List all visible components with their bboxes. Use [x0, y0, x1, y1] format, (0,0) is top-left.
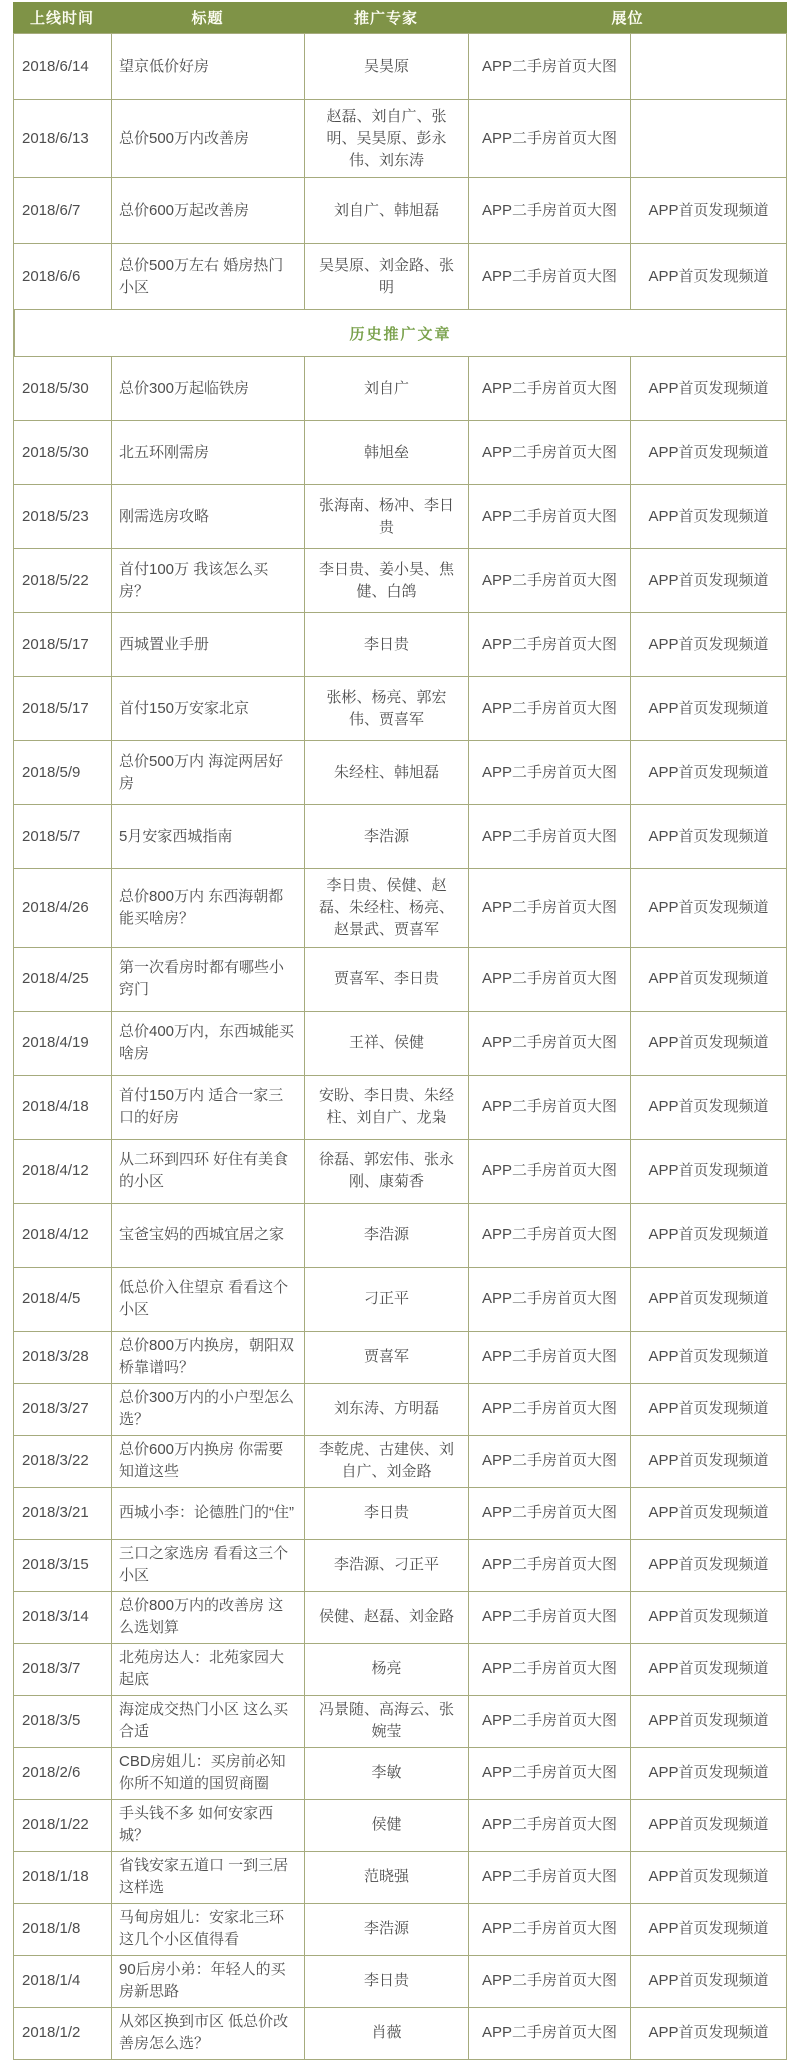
booth-secondary: APP首页发现频道 [631, 1956, 787, 2008]
article-title: 首付100万 我该怎么买房？ [112, 549, 305, 613]
article-title: 5月安家西城指南 [112, 805, 305, 869]
table-row [14, 2008, 787, 2060]
booth-primary: APP二手房首页大图 [469, 549, 631, 613]
booth-secondary: APP首页发现频道 [631, 1268, 787, 1332]
expert-names: 肖薇 [305, 2008, 469, 2060]
history-divider-label: 历史推广文章 [349, 325, 452, 343]
table-row [14, 869, 787, 947]
booth-primary: APP二手房首页大图 [469, 1012, 631, 1076]
booth-primary: APP二手房首页大图 [469, 34, 631, 100]
publish-date: 2018/4/12 [14, 1204, 112, 1268]
booth-primary: APP二手房首页大图 [469, 1956, 631, 2008]
booth-primary: APP二手房首页大图 [469, 1332, 631, 1384]
publish-date: 2018/5/22 [14, 549, 112, 613]
article-title: 北苑房达人：北苑家园大起底 [112, 1644, 305, 1696]
expert-names: 赵磊、刘自广、张明、吴昊原、彭永伟、刘东涛 [305, 100, 469, 178]
publish-date: 2018/4/12 [14, 1140, 112, 1204]
publish-date: 2018/1/8 [14, 1904, 112, 1956]
booth-primary: APP二手房首页大图 [469, 1748, 631, 1800]
table-row [14, 1268, 787, 1332]
table-row [14, 1644, 787, 1696]
table-row [14, 1436, 787, 1488]
booth-secondary: APP首页发现频道 [631, 1852, 787, 1904]
booth-primary: APP二手房首页大图 [469, 1852, 631, 1904]
article-title: 西城置业手册 [112, 613, 305, 677]
publish-date: 2018/4/19 [14, 1012, 112, 1076]
booth-secondary: APP首页发现频道 [631, 485, 787, 549]
table-row [14, 1140, 787, 1204]
booth-secondary [631, 100, 787, 178]
expert-names: 李日贵、侯健、赵磊、朱经柱、杨亮、赵景武、贾喜军 [305, 869, 469, 947]
expert-names: 刘东涛、方明磊 [305, 1384, 469, 1436]
publish-date: 2018/4/26 [14, 869, 112, 947]
expert-names: 范晓强 [305, 1852, 469, 1904]
article-title: 总价500万内改善房 [112, 100, 305, 178]
article-title: CBD房姐儿：买房前必知 你所不知道的国贸商圈 [112, 1748, 305, 1800]
table-row [14, 1904, 787, 1956]
publish-date: 2018/3/28 [14, 1332, 112, 1384]
table-row [14, 1488, 787, 1540]
booth-secondary: APP首页发现频道 [631, 1204, 787, 1268]
booth-secondary: APP首页发现频道 [631, 1332, 787, 1384]
booth-primary: APP二手房首页大图 [469, 805, 631, 869]
booth-secondary: APP首页发现频道 [631, 1012, 787, 1076]
booth-secondary: APP首页发现频道 [631, 1592, 787, 1644]
table-row [14, 485, 787, 549]
expert-names: 贾喜军、李日贵 [305, 948, 469, 1012]
expert-names: 李敏 [305, 1748, 469, 1800]
publish-date: 2018/5/30 [14, 421, 112, 485]
publish-date: 2018/6/7 [14, 178, 112, 244]
expert-names: 杨亮 [305, 1644, 469, 1696]
expert-names: 韩旭垒 [305, 421, 469, 485]
booth-secondary: APP首页发现频道 [631, 421, 787, 485]
table-row [14, 178, 787, 244]
expert-names: 李浩源 [305, 805, 469, 869]
publish-date: 2018/6/6 [14, 244, 112, 310]
booth-secondary: APP首页发现频道 [631, 869, 787, 947]
table-row [14, 100, 787, 178]
expert-names: 吴昊原 [305, 34, 469, 100]
table-body [13, 33, 787, 2060]
publish-date: 2018/2/6 [14, 1748, 112, 1800]
current-articles-section [14, 34, 787, 310]
publish-date: 2018/3/14 [14, 1592, 112, 1644]
publish-date: 2018/3/21 [14, 1488, 112, 1540]
booth-primary: APP二手房首页大图 [469, 1800, 631, 1852]
booth-secondary: APP首页发现频道 [631, 1696, 787, 1748]
table-row [14, 805, 787, 869]
article-title: 省钱安家五道口 一到三居这样选 [112, 1852, 305, 1904]
table-row [14, 549, 787, 613]
booth-primary: APP二手房首页大图 [469, 100, 631, 178]
expert-names: 张海南、杨冲、李日贵 [305, 485, 469, 549]
article-title: 总价800万内换房，朝阳双桥靠谱吗？ [112, 1332, 305, 1384]
table-row [14, 1800, 787, 1852]
publish-date: 2018/1/22 [14, 1800, 112, 1852]
publish-date: 2018/1/4 [14, 1956, 112, 2008]
publish-date: 2018/3/27 [14, 1384, 112, 1436]
booth-secondary: APP首页发现频道 [631, 1540, 787, 1592]
table-row [14, 1696, 787, 1748]
article-title: 总价500万内 海淀两居好房 [112, 741, 305, 805]
table-row [14, 613, 787, 677]
article-title: 从二环到四环 好住有美食的小区 [112, 1140, 305, 1204]
booth-secondary: APP首页发现频道 [631, 1488, 787, 1540]
publish-date: 2018/1/2 [14, 2008, 112, 2060]
expert-names: 李乾虎、古建侠、刘自广、刘金路 [305, 1436, 469, 1488]
article-title: 总价600万内换房 你需要知道这些 [112, 1436, 305, 1488]
booth-primary: APP二手房首页大图 [469, 421, 631, 485]
booth-secondary: APP首页发现频道 [631, 1644, 787, 1696]
booth-primary: APP二手房首页大图 [469, 357, 631, 421]
table-row [14, 1592, 787, 1644]
article-title: 手头钱不多 如何安家西城？ [112, 1800, 305, 1852]
booth-primary: APP二手房首页大图 [469, 2008, 631, 2060]
booth-primary: APP二手房首页大图 [469, 1644, 631, 1696]
publish-date: 2018/5/17 [14, 613, 112, 677]
publish-date: 2018/6/13 [14, 100, 112, 178]
article-title: 刚需选房攻略 [112, 485, 305, 549]
article-title: 三口之家选房 看看这三个小区 [112, 1540, 305, 1592]
table-header-row [13, 2, 787, 33]
table-row [14, 1540, 787, 1592]
publish-date: 2018/3/5 [14, 1696, 112, 1748]
booth-primary: APP二手房首页大图 [469, 178, 631, 244]
publish-date: 2018/4/5 [14, 1268, 112, 1332]
table-row [14, 244, 787, 310]
article-title: 首付150万安家北京 [112, 677, 305, 741]
booth-secondary: APP首页发现频道 [631, 741, 787, 805]
booth-primary: APP二手房首页大图 [469, 1268, 631, 1332]
article-title: 90后房小弟：年轻人的买房新思路 [112, 1956, 305, 2008]
booth-primary: APP二手房首页大图 [469, 613, 631, 677]
booth-primary: APP二手房首页大图 [469, 1904, 631, 1956]
header-booth: 展位 [611, 10, 644, 27]
expert-names: 李日贵 [305, 1956, 469, 2008]
table-row [14, 1956, 787, 2008]
booth-secondary: APP首页发现频道 [631, 549, 787, 613]
publish-date: 2018/5/17 [14, 677, 112, 741]
table-row [14, 1076, 787, 1140]
booth-secondary: APP首页发现频道 [631, 1748, 787, 1800]
booth-primary: APP二手房首页大图 [469, 948, 631, 1012]
article-title: 从郊区换到市区 低总价改善房怎么选？ [112, 2008, 305, 2060]
booth-primary: APP二手房首页大图 [469, 1540, 631, 1592]
table-row [14, 677, 787, 741]
article-title: 马甸房姐儿：安家北三环 这几个小区值得看 [112, 1904, 305, 1956]
table-row [14, 1204, 787, 1268]
booth-secondary: APP首页发现频道 [631, 613, 787, 677]
expert-names: 李浩源 [305, 1204, 469, 1268]
publish-date: 2018/5/30 [14, 357, 112, 421]
article-title: 总价600万起改善房 [112, 178, 305, 244]
expert-names: 刁正平 [305, 1268, 469, 1332]
publish-date: 2018/6/14 [14, 34, 112, 100]
expert-names: 刘自广、韩旭磊 [305, 178, 469, 244]
promo-schedule-table [13, 0, 787, 2070]
booth-secondary: APP首页发现频道 [631, 805, 787, 869]
booth-primary: APP二手房首页大图 [469, 677, 631, 741]
booth-primary: APP二手房首页大图 [469, 741, 631, 805]
header-title: 标题 [191, 10, 224, 27]
article-title: 宝爸宝妈的西城宜居之家 [112, 1204, 305, 1268]
booth-secondary: APP首页发现频道 [631, 948, 787, 1012]
expert-names: 侯健、赵磊、刘金路 [305, 1592, 469, 1644]
table-row [14, 1332, 787, 1384]
publish-date: 2018/5/23 [14, 485, 112, 549]
booth-primary: APP二手房首页大图 [469, 869, 631, 947]
expert-names: 李日贵 [305, 613, 469, 677]
article-title: 北五环刚需房 [112, 421, 305, 485]
table-row [14, 1748, 787, 1800]
booth-secondary: APP首页发现频道 [631, 357, 787, 421]
expert-names: 冯景随、高海云、张婉莹 [305, 1696, 469, 1748]
article-title: 总价400万内，东西城能买啥房 [112, 1012, 305, 1076]
table-row [14, 1852, 787, 1904]
booth-secondary: APP首页发现频道 [631, 1904, 787, 1956]
article-title: 望京低价好房 [112, 34, 305, 100]
history-articles-section [14, 357, 787, 2059]
article-title: 总价300万起临铁房 [112, 357, 305, 421]
booth-secondary: APP首页发现频道 [631, 1800, 787, 1852]
booth-primary: APP二手房首页大图 [469, 485, 631, 549]
booth-secondary: APP首页发现频道 [631, 1076, 787, 1140]
booth-secondary: APP首页发现频道 [631, 1140, 787, 1204]
booth-secondary: APP首页发现频道 [631, 244, 787, 310]
expert-names: 刘自广 [305, 357, 469, 421]
table-row [14, 1384, 787, 1436]
booth-secondary: APP首页发现频道 [631, 2008, 787, 2060]
expert-names: 王祥、侯健 [305, 1012, 469, 1076]
booth-primary: APP二手房首页大图 [469, 1384, 631, 1436]
expert-names: 安盼、李日贵、朱经柱、刘自广、龙枭 [305, 1076, 469, 1140]
booth-primary: APP二手房首页大图 [469, 244, 631, 310]
header-date: 上线时间 [29, 10, 94, 27]
article-title: 海淀成交热门小区 这么买合适 [112, 1696, 305, 1748]
expert-names: 李浩源 [305, 1904, 469, 1956]
article-title: 总价800万内 东西海朝都能买啥房？ [112, 869, 305, 947]
table-row [14, 357, 787, 421]
table-row [14, 948, 787, 1012]
booth-primary: APP二手房首页大图 [469, 1140, 631, 1204]
booth-primary: APP二手房首页大图 [469, 1488, 631, 1540]
booth-primary: APP二手房首页大图 [469, 1204, 631, 1268]
booth-primary: APP二手房首页大图 [469, 1592, 631, 1644]
booth-primary: APP二手房首页大图 [469, 1436, 631, 1488]
article-title: 总价500万左右 婚房热门小区 [112, 244, 305, 310]
article-title: 第一次看房时都有哪些小窍门 [112, 948, 305, 1012]
publish-date: 2018/3/7 [14, 1644, 112, 1696]
history-divider-row [14, 310, 787, 357]
expert-names: 李日贵、姜小昊、焦健、白鸽 [305, 549, 469, 613]
expert-names: 侯健 [305, 1800, 469, 1852]
booth-secondary: APP首页发现频道 [631, 178, 787, 244]
publish-date: 2018/3/22 [14, 1436, 112, 1488]
article-title: 首付150万内 适合一家三口的好房 [112, 1076, 305, 1140]
booth-secondary: APP首页发现频道 [631, 1436, 787, 1488]
booth-primary: APP二手房首页大图 [469, 1696, 631, 1748]
expert-names: 徐磊、郭宏伟、张永刚、康菊香 [305, 1140, 469, 1204]
table-row [14, 421, 787, 485]
header-experts: 推广专家 [353, 10, 418, 27]
table-row [14, 34, 787, 100]
expert-names: 贾喜军 [305, 1332, 469, 1384]
article-title: 低总价入住望京 看看这个小区 [112, 1268, 305, 1332]
publish-date: 2018/5/7 [14, 805, 112, 869]
expert-names: 吴昊原、刘金路、张明 [305, 244, 469, 310]
publish-date: 2018/3/15 [14, 1540, 112, 1592]
publish-date: 2018/1/18 [14, 1852, 112, 1904]
booth-secondary: APP首页发现频道 [631, 1384, 787, 1436]
publish-date: 2018/4/18 [14, 1076, 112, 1140]
expert-names: 李浩源、刁正平 [305, 1540, 469, 1592]
article-title: 总价800万内的改善房 这么选划算 [112, 1592, 305, 1644]
booth-secondary: APP首页发现频道 [631, 677, 787, 741]
publish-date: 2018/5/9 [14, 741, 112, 805]
expert-names: 李日贵 [305, 1488, 469, 1540]
table-row [14, 741, 787, 805]
booth-secondary [631, 34, 787, 100]
expert-names: 朱经柱、韩旭磊 [305, 741, 469, 805]
table-row [14, 1012, 787, 1076]
article-title: 总价300万内的小户型怎么选？ [112, 1384, 305, 1436]
publish-date: 2018/4/25 [14, 948, 112, 1012]
booth-primary: APP二手房首页大图 [469, 1076, 631, 1140]
article-title: 西城小李：论德胜门的“住” [112, 1488, 305, 1540]
expert-names: 张彬、杨亮、郭宏伟、贾喜军 [305, 677, 469, 741]
